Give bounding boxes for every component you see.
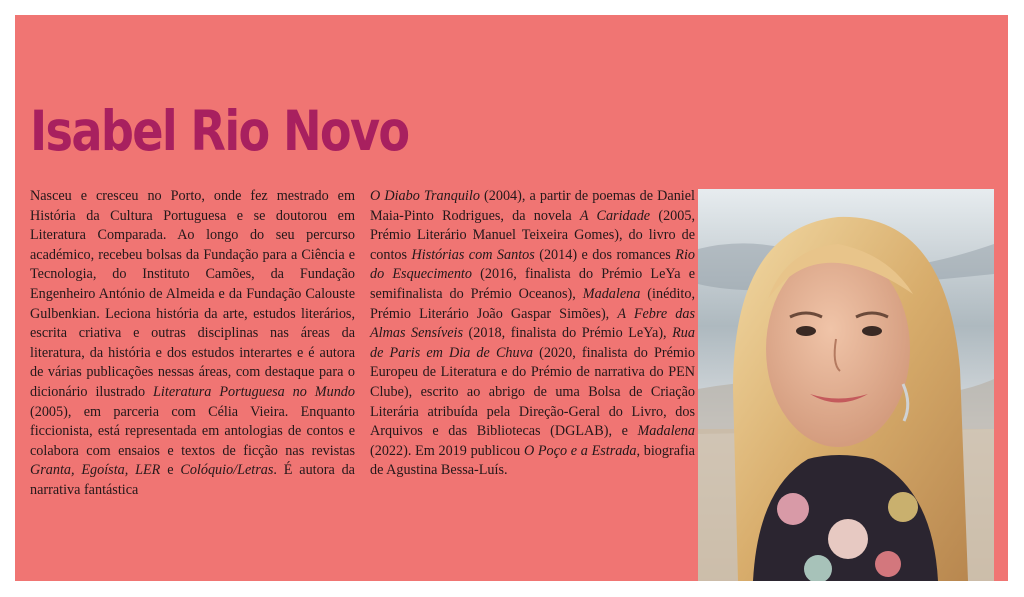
bio-text: . É autora da narrativa fantástica — [30, 462, 355, 498]
book-title: A Febre das Almas Sensíveis — [370, 305, 695, 342]
bio-text: Nasceu e cresceu no Porto, onde fez mestrado em História da Cultura Portuguesa e se doutorou em Literatura Comparada. Ao longo do seu percurso académico, recebeu bolsas da Fundação para a Ciência e Tecnologia, do Instituto Camões, da Fundação Engenheiro António de Almeida e da Fundação Calouste Gulbenkian. Leciona história da arte, estudos literários, escrita criativa e outras disciplinas nas áreas da literatura, da história e dos estudos interartes e é autora de várias publicações nessas áreas, com destaque para o dicionário ilustrado — [30, 188, 355, 400]
bio-text: (2014) e dos romances — [534, 246, 676, 263]
book-title: Madalena — [637, 423, 695, 440]
bio-text: , biografia de Agustina Bessa-Luís. — [370, 442, 695, 479]
author-portrait-photo — [698, 189, 994, 581]
book-title: Rio do Esquecimento — [370, 246, 695, 283]
book-title: A Caridade — [579, 207, 651, 224]
bio-text: (2018, finalista do Prémio LeYa), — [463, 325, 673, 342]
magazine-titles: Granta, Egoísta, LER — [30, 462, 161, 479]
bio-text: (2004), a partir de poemas de Daniel Maia-Pinto Rodrigues, da novela — [370, 188, 695, 224]
bio-text: (2016, finalista do Prémio LeYa e semifinalista do Prémio Oceanos), — [370, 266, 695, 302]
bio-text: (2005, Prémio Literário Manuel Teixeira Gomes), do livro de contos — [370, 207, 695, 263]
book-title: Histórias com Santos — [411, 246, 535, 263]
biography-column-2 — [370, 187, 695, 481]
biography-column-1 — [30, 187, 355, 501]
book-title: O Diabo Tranquilo — [370, 188, 480, 204]
bio-text: (2022). Em 2019 publicou — [370, 442, 524, 459]
author-name-title: Isabel Rio Novo — [30, 99, 409, 163]
bio-text: e — [160, 462, 181, 479]
bio-text: (2020, finalista do Prémio Europeu de Literatura e do Prémio de narrativa do PEN Clube), escrito ao abrigo de uma Bolsa de Criação Literária atribuída pela Direção-Geral do Livro, dos Arquivos e das Bibliotecas (DGLAB), e — [370, 344, 695, 440]
biography-paragraph-2 — [370, 187, 695, 481]
magazine-title: Colóquio/Letras — [180, 462, 274, 479]
bio-text: (2005), em parceria com Célia Vieira. Enquanto ficcionista, está representada em antologias de contos e colabora com ensaios e textos de ficção nas revistas — [30, 403, 355, 459]
bio-text: (inédito, Prémio Literário João Gaspar Simões), — [370, 285, 695, 322]
book-title: O Poço e a Estrada — [523, 442, 637, 459]
book-title: Rua de Paris em Dia de Chuva — [370, 325, 695, 361]
book-title: Literatura Portuguesa no Mundo — [153, 383, 355, 400]
biography-paragraph-1 — [30, 187, 355, 501]
book-title: Madalena — [582, 285, 641, 302]
